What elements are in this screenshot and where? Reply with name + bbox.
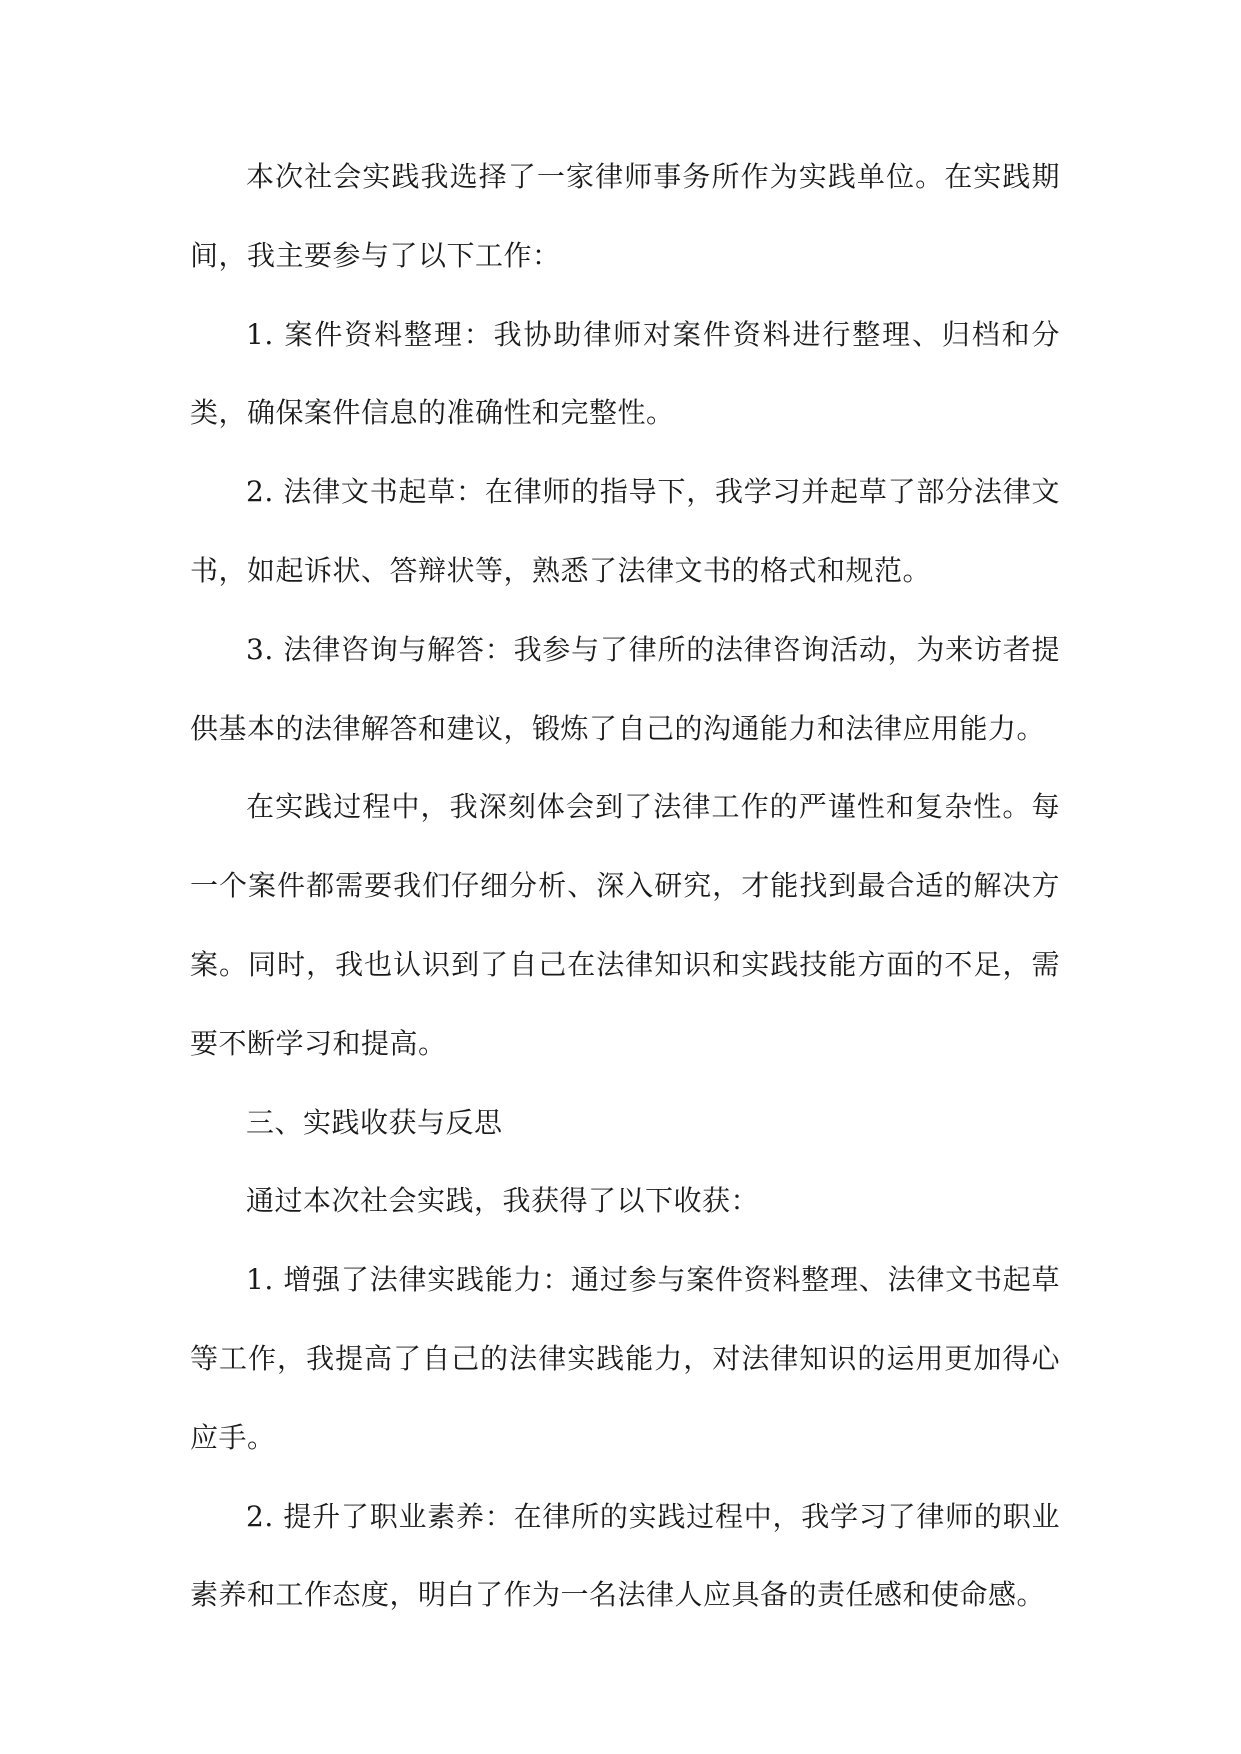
- paragraph-gain-1: 1. 增强了法律实践能力：通过参与案件资料整理、法律文书起草等工作，我提高了自己的法律实践能力，对法律知识的运用更加得心应手。: [190, 1263, 1060, 1454]
- paragraph-reflection: 在实践过程中，我深刻体会到了法律工作的严谨性和复杂性。每一个案件都需要我们仔细分析、深入研究，才能找到最合适的解决方案。同时，我也认识到了自己在法律知识和实践技能方面的不足，需要不断学习和提高。: [190, 790, 1060, 1060]
- document-body: [190, 138, 1060, 1635]
- paragraph-item-2-legal-drafting: 2. 法律文书起草：在律师的指导下，我学习并起草了部分法律文书，如起诉状、答辩状等，熟悉了法律文书的格式和规范。: [190, 475, 1060, 587]
- section-heading: 三、实践收获与反思: [246, 1105, 503, 1139]
- paragraph-item-1-case-files: 1. 案件资料整理：我协助律师对案件资料进行整理、归档和分类，确保案件信息的准确性和完整性。: [190, 317, 1060, 430]
- paragraph-gains-intro: 通过本次社会实践，我获得了以下收获：: [246, 1184, 760, 1218]
- paragraph-gain-2: 2. 提升了职业素养：在律所的实践过程中，我学习了律师的职业素养和工作态度，明白了作为一名法律人应具备的责任感和使命感。: [190, 1499, 1060, 1612]
- paragraph-item-3-legal-consulting: 3. 法律咨询与解答：我参与了律所的法律咨询活动，为来访者提供基本的法律解答和建议，锻炼了自己的沟通能力和法律应用能力。: [190, 632, 1060, 745]
- paragraph-intro: 本次社会实践我选择了一家律师事务所作为实践单位。在实践期间，我主要参与了以下工作：: [190, 160, 1060, 272]
